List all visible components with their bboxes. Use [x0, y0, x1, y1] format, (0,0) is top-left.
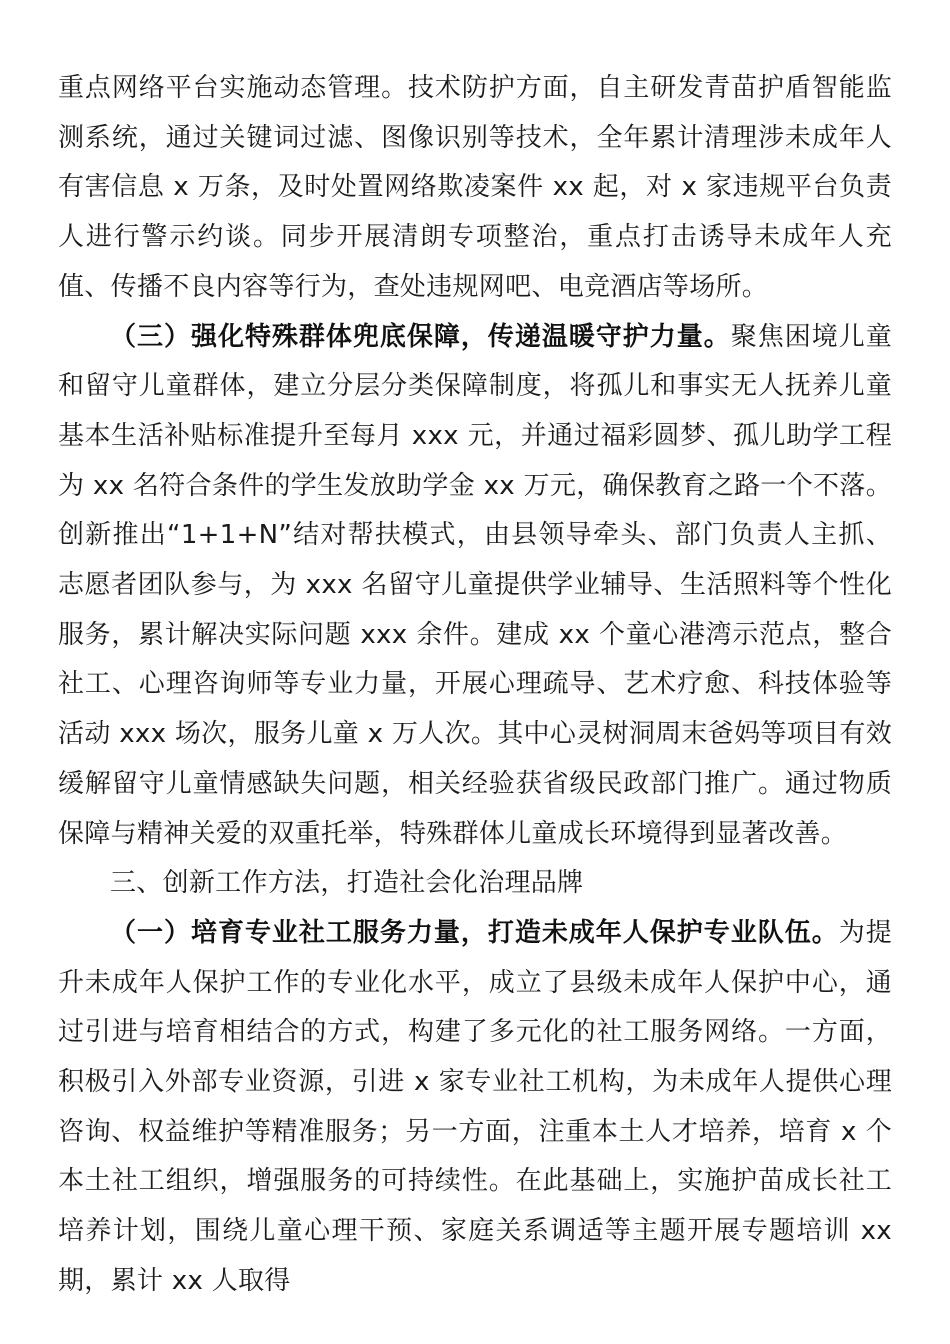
paragraph-network-management [58, 64, 892, 313]
paragraph-text: 聚焦困境儿童和留守儿童群体，建立分层分类保障制度，将孤儿和事实无人抚养儿童基本生活补贴标准提升至每月 xxx 元，并通过福彩圆梦、孤儿助学工程为 xx 名符合条件的学生发放助学金 xx 万元，确保教育之路一个不落。创新推出“1+1+N”结对帮扶模式，由县领导牵头、部门负责人主抓、志愿者团队参与，为 xxx 名留守儿童提供学业辅导、生活照料等个性化服务，累计解决实际问题 xxx 余件。建成 xx 个童心港湾示范点，整合社工、心理咨询师等专业力量，开展心理疏导、艺术疗愈、科技体验等活动 xxx 场次，服务儿童 x 万人次。其中心灵树洞周末爸妈等项目有效缓解留守儿童情感缺失问题，相关经验获省级民政部门推广。通过物质保障与精神关爱的双重托举，特殊群体儿童成长环境得到显著改善。 [58, 321, 892, 849]
paragraph-social-work [58, 909, 892, 1307]
document-body [58, 64, 892, 1307]
section-heading-social-work: （一）培育专业社工服务力量，打造未成年人保护专业队伍。 [110, 917, 839, 948]
paragraph-text: 重点网络平台实施动态管理。技术防护方面，自主研发青苗护盾智能监测系统，通过关键词过滤、图像识别等技术，全年累计清理涉未成年人有害信息 x 万条，及时处置网络欺凌案件 xx 起，对 x 家违规平台负责人进行警示约谈。同步开展清朗专项整治，重点打击诱导未成年人充值、传播不良内容等行为，查处违规网吧、电竞酒店等场所。 [58, 73, 892, 302]
section-heading-special-groups: （三）强化特殊群体兜底保障，传递温暖守护力量。 [110, 321, 731, 352]
chapter-heading-innovation [58, 859, 892, 909]
paragraph-special-groups [58, 313, 892, 860]
chapter-heading-text: 三、创新工作方法，打造社会化治理品牌 [110, 868, 584, 899]
paragraph-text: 为提升未成年人保护工作的专业化水平，成立了县级未成年人保护中心，通过引进与培育相结合的方式，构建了多元化的社工服务网络。一方面，积极引入外部专业资源，引进 x 家专业社工机构，为未成年人提供心理咨询、权益维护等精准服务；另一方面，注重本土人才培养，培育 x 个本土社工组织，增强服务的可持续性。在此基础上，实施护苗成长社工培养计划，围绕儿童心理干预、家庭关系调适等主题开展专题培训 xx 期，累计 xx 人取得 [58, 917, 892, 1296]
